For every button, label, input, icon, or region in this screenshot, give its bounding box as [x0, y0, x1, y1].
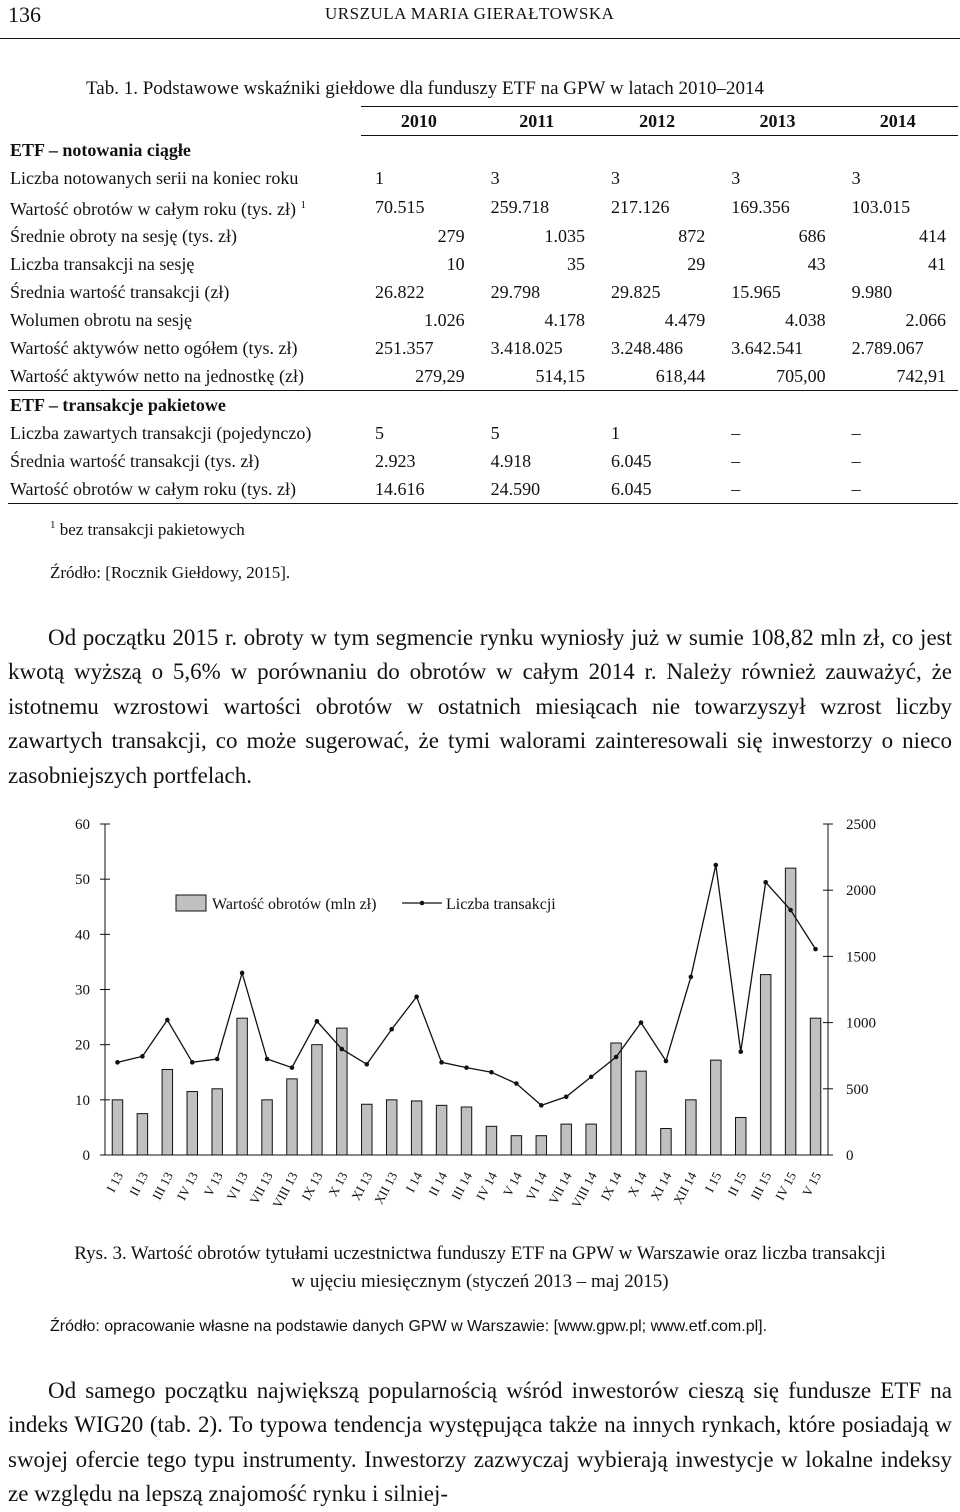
table-cell: 43 [807, 254, 826, 274]
caption-text-1: Wartość obrotów tytułami uczestnictwa funduszy ETF na GPW w Warszawie oraz liczba transakcji [130, 1243, 886, 1264]
line-point [664, 1059, 669, 1064]
combo-chart [0, 800, 960, 1220]
category-label: IX 13 [298, 1169, 326, 1203]
footnote-text: bez transakcji pakietowych [59, 520, 245, 539]
table-cell: 414 [919, 226, 946, 246]
caption-line-2: w ujęciu miesięcznym (styczeń 2013 – maj 2015) [291, 1271, 669, 1292]
line-point [414, 994, 419, 999]
bar [536, 1136, 546, 1155]
table-cell: 103.015 [851, 197, 911, 217]
row-label-text: Średnia wartość transakcji (tys. zł) [10, 451, 260, 471]
line-point [788, 908, 793, 913]
table-cell: 2.789.067 [851, 338, 924, 358]
bar [237, 1018, 247, 1155]
bar [586, 1124, 596, 1155]
table-cell: – [731, 423, 741, 443]
line-point [464, 1065, 469, 1070]
table-cell: 1 [610, 423, 620, 443]
left-tick-label: 0 [82, 1148, 90, 1164]
row-label-text: Wolumen obrotu na sesję [10, 310, 193, 330]
table-cell: 279 [437, 226, 465, 246]
table-cell: 872 [678, 226, 706, 246]
table-cell: – [851, 451, 861, 471]
row-label [8, 222, 361, 250]
line-point [240, 971, 245, 976]
table-cell: 279,29 [361, 362, 477, 391]
line-point [689, 975, 694, 980]
table-cell: 3 [610, 168, 620, 188]
figure-caption [0, 1240, 960, 1296]
table-cell: 2.923 [375, 451, 416, 471]
left-tick-label: 60 [75, 817, 90, 833]
table-cell: – [838, 475, 958, 504]
table-header-empty [8, 107, 361, 136]
bar [736, 1117, 746, 1155]
year-header: 2010 [361, 107, 477, 136]
row-label-text: Średnia wartość transakcji (zł) [10, 282, 230, 302]
right-tick-label: 1500 [846, 949, 876, 966]
table-cell: 3.418.025 [490, 338, 563, 358]
category-label: III 15 [747, 1169, 775, 1203]
category-label: VIII 14 [568, 1169, 600, 1211]
category-label: III 13 [149, 1169, 176, 1203]
table-row [8, 419, 958, 447]
line-point [813, 947, 818, 952]
bar [411, 1101, 421, 1155]
line-point [315, 1019, 320, 1024]
bar [386, 1100, 396, 1155]
category-label: XII 14 [670, 1169, 700, 1207]
category-label: V 14 [499, 1169, 526, 1199]
category-label: VI 14 [522, 1169, 550, 1203]
line-point [165, 1018, 170, 1023]
right-tick-label: 500 [846, 1081, 869, 1098]
line-point [389, 1027, 394, 1032]
table-cell: 5 [375, 423, 385, 443]
bar [511, 1136, 521, 1155]
bar [262, 1100, 272, 1155]
table-row [8, 475, 958, 504]
page-number: 136 [8, 2, 41, 27]
legend-line-marker [420, 901, 425, 906]
bar [162, 1069, 172, 1155]
table-cell: 9.980 [851, 282, 893, 302]
table-cell: – [731, 451, 741, 471]
category-label: IV 14 [472, 1169, 501, 1203]
table-cell [838, 391, 958, 420]
table-cell [597, 136, 717, 165]
row-label [8, 475, 361, 504]
row-label [8, 419, 361, 447]
year-header: 2011 [477, 107, 597, 136]
category-label: IX 14 [597, 1169, 625, 1203]
paragraph-2-text: Od samego początku największą popularnością wśród inwestorów cieszą się fundusze ETF na indeks WIG20 (tab. 2). To typowa tendencja występująca także na innych rynkach, które posiadają w swojej ofercie tego typu instrumenty. Inwestorzy zazwyczaj wybierają inwestycje w lokalne indeksy ze względu na lepszą znajomość rynku i silniej- [8, 1378, 952, 1507]
table-cell: 1.035 [544, 226, 585, 246]
row-label [8, 362, 361, 391]
row-label [8, 278, 361, 306]
table-row [8, 334, 958, 362]
bar [486, 1126, 496, 1155]
figure-label: Rys. 3. [74, 1243, 127, 1264]
table-cell: 742,91 [838, 362, 958, 391]
table-body [8, 136, 958, 504]
table-cell: – [717, 475, 837, 504]
table-cell: 26.822 [375, 282, 425, 302]
line-point [190, 1060, 195, 1065]
left-tick-label: 50 [75, 872, 90, 889]
bar [760, 975, 770, 1155]
table-cell: 251.357 [375, 338, 434, 358]
category-label: II 14 [425, 1169, 451, 1199]
category-label: V 15 [799, 1169, 825, 1199]
table-cell [717, 391, 837, 420]
table-cell: 1 [375, 168, 385, 188]
running-head: URSZULA MARIA GIERAŁTOWSKA [325, 4, 615, 23]
line-point [714, 863, 719, 868]
row-label-text: Wartość aktywów netto na jednostkę (zł) [10, 366, 304, 386]
table-cell [597, 391, 717, 420]
table-cell: 3 [490, 168, 500, 188]
row-label [8, 164, 361, 192]
right-tick-label: 2500 [846, 817, 876, 833]
bar [137, 1114, 147, 1155]
table-footnote [50, 519, 245, 540]
table-row [8, 306, 958, 334]
line-point [215, 1057, 220, 1062]
year-header: 2014 [838, 107, 958, 136]
left-tick-label: 30 [75, 982, 90, 999]
category-label: I 15 [701, 1169, 725, 1195]
table-cell: 14.616 [361, 475, 477, 504]
category-label: VI 13 [223, 1169, 251, 1203]
table-section-row [8, 391, 958, 420]
right-tick-label: 1000 [846, 1015, 876, 1032]
row-label [8, 391, 361, 420]
row-label [8, 136, 361, 165]
line-point [564, 1094, 569, 1099]
year-header: 2012 [597, 107, 717, 136]
row-label-text: Liczba zawartych transakcji (pojedynczo) [10, 423, 312, 443]
table-title: Tab. 1. Podstawowe wskaźniki giełdowe dla funduszy ETF na GPW w latach 2010–2014 [86, 78, 764, 99]
table-cell [361, 391, 477, 420]
figure-source: Źródło: opracowanie własne na podstawie danych GPW w Warszawie: [www.gpw.pl; www.etf.com.pl]. [50, 1318, 768, 1335]
table-cell: 4.178 [544, 310, 585, 330]
line-point [364, 1062, 369, 1067]
row-label [8, 447, 361, 475]
right-tick-label: 2000 [846, 883, 876, 900]
row-label [8, 306, 361, 334]
table-cell [717, 136, 837, 165]
bar [661, 1129, 671, 1155]
table-cell [838, 136, 958, 165]
row-label-text: Średnie obroty na sesję (tys. zł) [10, 226, 237, 246]
table-cell: 2.066 [905, 310, 946, 330]
table-cell [477, 391, 597, 420]
table-cell: 6.045 [610, 451, 652, 471]
table-cell: 29 [687, 254, 706, 274]
row-label [8, 250, 361, 278]
table-cell: 3.642.541 [731, 338, 804, 358]
line-point [439, 1060, 444, 1065]
category-label: IV 15 [772, 1169, 800, 1203]
bar [212, 1089, 222, 1155]
row-label-text: Liczba transakcji na sesję [10, 254, 195, 274]
bar [436, 1105, 446, 1155]
bar [561, 1124, 571, 1155]
body-paragraph-1 [8, 621, 952, 793]
category-label: X 14 [624, 1169, 650, 1200]
left-tick-label: 40 [75, 927, 90, 944]
table-row [8, 362, 958, 391]
category-label: VII 14 [545, 1169, 575, 1207]
table-row [8, 250, 958, 278]
table-cell: 29.798 [490, 282, 541, 302]
bar [461, 1107, 471, 1155]
table-row [8, 222, 958, 250]
table-cell: 35 [566, 254, 585, 274]
page-header [0, 0, 960, 40]
category-label: XI 14 [647, 1169, 675, 1203]
row-label-text: ETF – transakcje pakietowe [10, 395, 226, 415]
legend-line-label: Liczba transakcji [446, 896, 556, 913]
line-point [290, 1065, 295, 1070]
line-point [140, 1054, 145, 1059]
line-point [589, 1075, 594, 1080]
category-label: II 15 [724, 1169, 750, 1199]
bar [312, 1045, 322, 1155]
table-cell: 4.479 [664, 310, 706, 330]
category-label: X 13 [325, 1169, 351, 1200]
line-point [265, 1057, 270, 1062]
table-header-row [8, 107, 958, 136]
table-cell: 4.038 [785, 310, 826, 330]
caption-line-1 [0, 1240, 960, 1268]
line-point [539, 1103, 544, 1108]
table-cell: 6.045 [597, 475, 717, 504]
category-label: XII 13 [371, 1169, 401, 1207]
table-cell: 514,15 [477, 362, 597, 391]
line-point [738, 1049, 743, 1054]
row-label-text: ETF – notowania ciągłe [10, 139, 191, 160]
line-point [115, 1060, 120, 1065]
paragraph-1-text: Od początku 2015 r. obroty w tym segmencie rynku wyniosły już w sumie 108,82 mln zł, co jest kwotą wyższą o 5,6% w porównaniu do obrotów w całym 2014 r. Należy również zauważyć, że istotnemu wzrostowi wartości obrotów w ostatnich miesiącach nie towarzyszył wzrost liczby zawartych transakcji, co może sugerować, że tymi walorami zainteresowali się inwestorzy o nieco zasobniejszych portfelach. [8, 625, 952, 788]
table-cell: 15.965 [731, 282, 781, 302]
legend-bar-swatch [176, 895, 206, 911]
category-label: I 13 [103, 1169, 127, 1195]
bar [711, 1060, 721, 1155]
line-point [639, 1020, 644, 1025]
bar [636, 1071, 646, 1155]
body-paragraph-2 [8, 1374, 952, 1512]
table-cell: 169.356 [731, 197, 790, 217]
table-row [8, 278, 958, 306]
category-label: XI 13 [348, 1169, 376, 1203]
category-label: V 13 [200, 1169, 226, 1199]
etf-indicators-table [8, 106, 958, 504]
footnote-mark: 1 [50, 519, 56, 531]
table-cell: 686 [798, 226, 826, 246]
right-tick-label: 0 [846, 1148, 854, 1164]
line-point [763, 880, 768, 885]
category-label: VIII 13 [269, 1169, 301, 1211]
line-point [340, 1047, 345, 1052]
left-tick-label: 10 [75, 1092, 90, 1109]
year-header: 2013 [717, 107, 837, 136]
table-cell: 3 [851, 168, 861, 188]
line-point [614, 1055, 619, 1060]
table-row [8, 164, 958, 192]
bar [810, 1018, 820, 1155]
table-source: Źródło: [Rocznik Giełdowy, 2015]. [50, 563, 291, 582]
table-cell: 29.825 [610, 282, 661, 302]
row-label [8, 334, 361, 362]
category-label: III 14 [448, 1169, 476, 1203]
table-row [8, 192, 958, 222]
table-cell: 259.718 [490, 197, 550, 217]
category-label: I 14 [402, 1169, 426, 1195]
category-label: IV 13 [173, 1169, 201, 1203]
table-section-row [8, 136, 958, 165]
table-cell: 41 [928, 254, 946, 274]
legend-bar-label: Wartość obrotów (mln zł) [212, 896, 377, 913]
row-label-text: Liczba notowanych serii na koniec roku [10, 168, 299, 188]
table-cell: 24.590 [477, 475, 597, 504]
table-cell: 217.126 [610, 197, 670, 217]
category-label: VII 13 [246, 1169, 276, 1207]
header-rule [0, 38, 960, 39]
table-cell: 618,44 [597, 362, 717, 391]
row-label-text: Wartość aktywów netto ogółem (tys. zł) [10, 338, 298, 358]
bar [187, 1092, 197, 1155]
table-cell: 705,00 [717, 362, 837, 391]
figure-chart [0, 800, 960, 1220]
table-cell [361, 136, 477, 165]
row-label [8, 192, 361, 222]
bar [686, 1100, 696, 1155]
line-point [489, 1070, 494, 1075]
table-cell: 70.515 [375, 197, 425, 217]
table-cell: – [851, 423, 861, 443]
left-tick-label: 20 [75, 1037, 90, 1054]
table-cell: 3.248.486 [610, 338, 683, 358]
row-label-text: Wartość obrotów w całym roku (tys. zł) [10, 199, 296, 219]
table-cell: 3 [731, 168, 741, 188]
table-cell [477, 136, 597, 165]
footnote-ref: 1 [300, 199, 306, 211]
bar [362, 1104, 372, 1155]
row-label-text: Wartość obrotów w całym roku (tys. zł) [10, 479, 296, 499]
table-cell: 10 [446, 254, 465, 274]
category-label: II 13 [126, 1169, 152, 1199]
table-cell: 4.918 [490, 451, 532, 471]
bar [112, 1100, 122, 1155]
table-cell: 5 [490, 423, 500, 443]
table-cell: 1.026 [424, 310, 465, 330]
line-point [514, 1081, 519, 1086]
table-row [8, 447, 958, 475]
bar [287, 1079, 297, 1155]
